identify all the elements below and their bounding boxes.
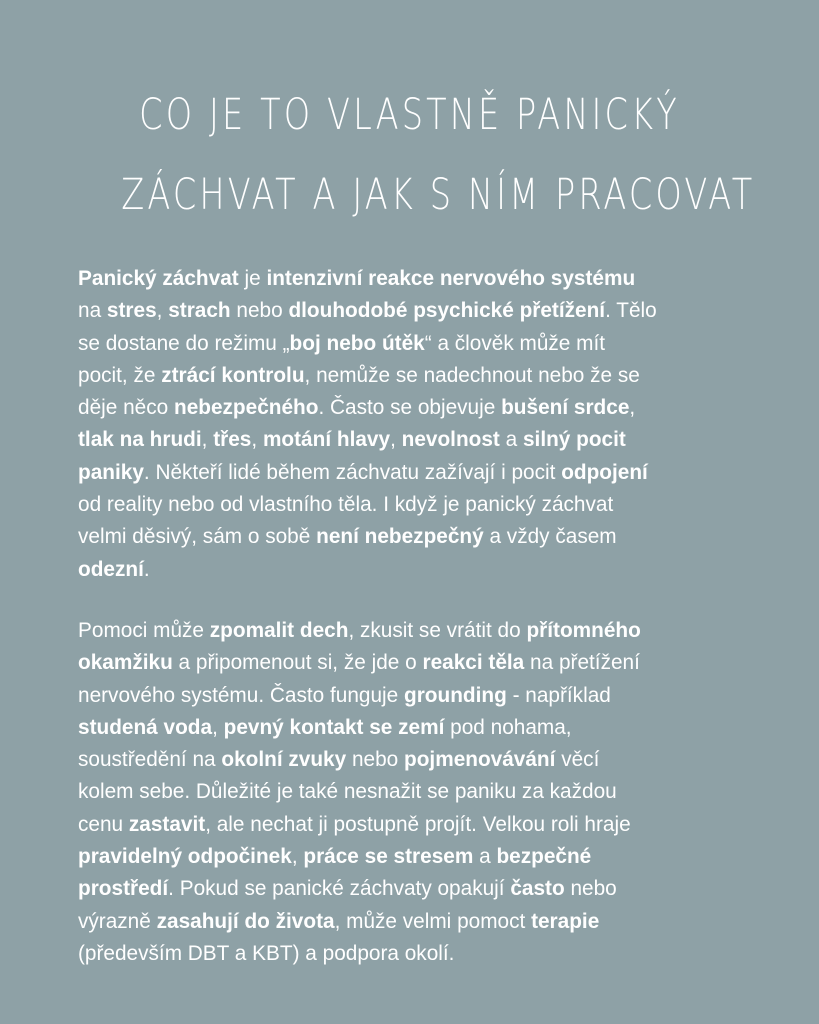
text-run: a (473, 845, 497, 869)
text-run: , (390, 428, 402, 452)
text-run: výrazně (78, 909, 157, 933)
text-run: , zkusit se vrátit do (348, 619, 527, 642)
text-run: , (251, 428, 263, 452)
text-line (78, 615, 758, 647)
bold-phrase: intenzivní reakce nervového systému (266, 267, 636, 290)
bold-phrase: přítomného (526, 619, 641, 642)
bold-phrase: tlak na hrudi (78, 428, 202, 452)
bold-phrase: reakci těla (422, 651, 525, 675)
text-run: - například (506, 683, 611, 707)
text-run: , (212, 715, 224, 739)
bold-phrase: práce se stresem (303, 845, 474, 869)
text-run: nebo (346, 748, 405, 772)
paragraph-1 (78, 263, 758, 586)
bold-phrase: bezpečné (496, 845, 592, 869)
text-run: . Tělo (605, 299, 657, 323)
text-run: děje něco (78, 396, 174, 420)
text-line (78, 906, 758, 938)
text-line (78, 680, 758, 712)
bold-phrase: zpomalit dech (209, 619, 349, 642)
text-run: . Pokud se panické záchvaty opakují (168, 877, 511, 901)
text-run: pod nohama, (444, 715, 572, 739)
text-run: , může velmi pomoct (334, 909, 532, 933)
text-run: nervového systému. Často funguje (78, 683, 404, 707)
text-run: je (238, 267, 267, 290)
bold-phrase: studená voda (78, 715, 213, 739)
text-run: na (78, 299, 107, 323)
bold-phrase: bušení srdce (501, 396, 630, 420)
text-run: soustředění na (78, 748, 222, 772)
bold-phrase: nebezpečného (173, 396, 319, 420)
text-run: “ a člověk může mít (424, 331, 606, 355)
bold-phrase: ztrácí kontrolu (161, 363, 305, 387)
bold-phrase: odezní (78, 557, 144, 581)
bold-phrase: paniky (78, 460, 144, 484)
text-run: , ale nechat ji postupně projít. Velkou roli hraje (205, 812, 631, 836)
text-run: (především DBT a KBT) a podpora okolí. (78, 941, 455, 965)
bold-phrase: terapie (531, 909, 600, 933)
text-line (78, 873, 758, 905)
text-line (78, 841, 758, 873)
text-line (78, 489, 758, 521)
text-line (78, 521, 758, 553)
bold-phrase: často (510, 877, 565, 901)
text-run: na přetížení (524, 651, 640, 675)
text-line (78, 424, 758, 456)
text-run: věcí (555, 748, 600, 772)
text-line (78, 457, 758, 489)
text-line (78, 744, 758, 776)
text-run: kolem sebe. Důležité je také nesnažit se paniku za každou (78, 780, 617, 804)
bold-phrase: není nebezpečný (316, 525, 484, 549)
text-line (78, 809, 758, 841)
text-run: nebo (564, 877, 617, 901)
text-run: . (143, 557, 150, 581)
title-line-1: CO JE TO VLASTNĚ PANICKÝ (139, 90, 680, 140)
text-run: od reality nebo od vlastního těla. I když je panický záchvat (78, 493, 614, 517)
text-run: , (291, 845, 304, 869)
bold-phrase: třes (213, 428, 252, 452)
bold-phrase: zasahují do života (156, 909, 335, 933)
text-run: a připomenout si, že jde o (172, 651, 423, 675)
bold-phrase: boj nebo útěk (289, 331, 425, 355)
paragraph-2 (78, 615, 758, 970)
text-line (78, 938, 758, 970)
bold-phrase: grounding (404, 683, 507, 707)
text-line (78, 295, 758, 327)
bold-phrase: strach (168, 299, 231, 323)
bold-phrase: Panický záchvat (78, 267, 239, 290)
text-run: a vždy časem (483, 525, 617, 549)
bold-phrase: stres (106, 299, 157, 323)
bold-phrase: okamžiku (78, 651, 173, 675)
bold-phrase: okolní zvuky (221, 748, 347, 772)
bold-phrase: pravidelný odpočinek (78, 845, 292, 869)
text-run: Pomoci může (78, 619, 210, 642)
text-line (78, 392, 758, 424)
text-line (78, 647, 758, 679)
bold-phrase: silný pocit (522, 428, 626, 452)
text-line (78, 712, 758, 744)
text-line (78, 554, 758, 586)
bold-phrase: dlouhodobé psychické přetížení (288, 299, 606, 323)
bold-phrase: motání hlavy (262, 428, 391, 452)
bold-phrase: zastavit (128, 812, 206, 836)
bold-phrase: pojmenovávání (404, 748, 556, 772)
text-run: , (629, 396, 636, 420)
text-run: , nemůže se nadechnout nebo že se (304, 363, 640, 387)
text-run: a (499, 428, 523, 452)
text-line (78, 263, 758, 295)
text-run: se dostane do režimu „ (78, 331, 290, 355)
text-line (78, 360, 758, 392)
text-run: . Někteří lidé během záchvatu zažívají i pocit (143, 460, 562, 484)
text-run: cenu (78, 812, 129, 836)
text-run: , (156, 299, 169, 323)
text-run: pocit, že (78, 363, 162, 387)
bold-phrase: pevný kontakt se zemí (223, 715, 445, 739)
text-run: nebo (230, 299, 289, 323)
bold-phrase: nevolnost (401, 428, 500, 452)
text-run: . Často se objevuje (318, 396, 502, 420)
text-run: velmi děsivý, sám o sobě (78, 525, 317, 549)
text-run: , (201, 428, 214, 452)
text-line (78, 776, 758, 808)
bold-phrase: odpojení (561, 460, 648, 484)
bold-phrase: prostředí (78, 877, 169, 901)
text-line (78, 328, 758, 360)
title-line-2: ZÁCHVAT A JAK S NÍM PRACOVAT (121, 170, 756, 220)
